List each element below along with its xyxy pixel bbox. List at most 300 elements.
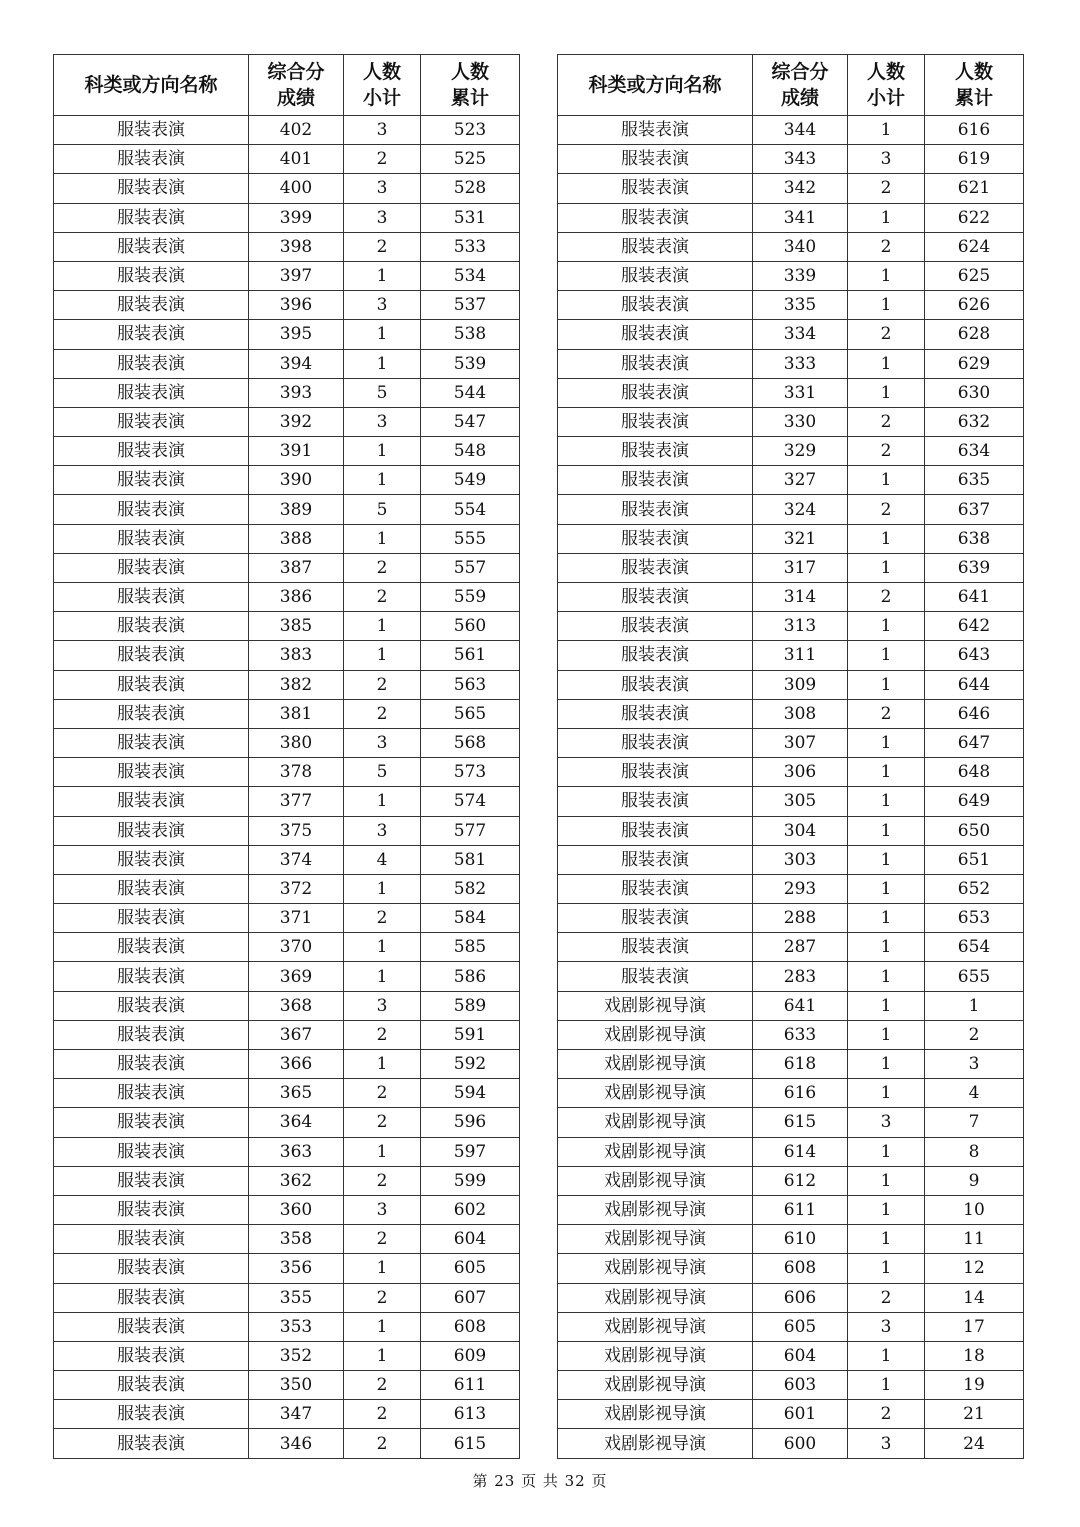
- cell-count: 1: [848, 349, 925, 378]
- cell-score: 344: [753, 116, 848, 145]
- cell-score: 309: [753, 670, 848, 699]
- cell-name: 服装表演: [558, 670, 753, 699]
- cell-cumulative: 584: [421, 904, 520, 933]
- cell-name: 服装表演: [54, 1429, 249, 1458]
- cell-cumulative: 609: [421, 1341, 520, 1370]
- cell-cumulative: 19: [925, 1371, 1024, 1400]
- cell-count: 2: [344, 1020, 421, 1049]
- table-row: [558, 1341, 1024, 1370]
- cell-count: 3: [848, 1429, 925, 1458]
- cell-name: 服装表演: [54, 670, 249, 699]
- cell-cumulative: 602: [421, 1195, 520, 1224]
- table-header-row: [558, 55, 1024, 116]
- table-row: [54, 1400, 520, 1429]
- cell-score: 400: [249, 174, 344, 203]
- table-row: [558, 174, 1024, 203]
- cell-count: 3: [344, 728, 421, 757]
- cell-cumulative: 650: [925, 816, 1024, 845]
- table-row: [558, 904, 1024, 933]
- header-name: 科类或方向名称: [54, 55, 249, 116]
- table-row: [54, 553, 520, 582]
- cell-score: 308: [753, 699, 848, 728]
- cell-count: 4: [344, 845, 421, 874]
- cell-count: 1: [344, 524, 421, 553]
- cell-cumulative: 628: [925, 320, 1024, 349]
- score-table-right: [557, 54, 1024, 1459]
- cell-name: 服装表演: [558, 466, 753, 495]
- table-row: [558, 1371, 1024, 1400]
- cell-cumulative: 531: [421, 203, 520, 232]
- cell-name: 服装表演: [558, 291, 753, 320]
- cell-count: 1: [344, 787, 421, 816]
- cell-score: 388: [249, 524, 344, 553]
- cell-cumulative: 3: [925, 1050, 1024, 1079]
- cell-name: 戏剧影视导演: [558, 1020, 753, 1049]
- cell-cumulative: 7: [925, 1108, 1024, 1137]
- table-row: [54, 874, 520, 903]
- cell-count: 2: [344, 1166, 421, 1195]
- cell-score: 356: [249, 1254, 344, 1283]
- cell-name: 戏剧影视导演: [558, 991, 753, 1020]
- table-row: [558, 1050, 1024, 1079]
- table-row: [558, 116, 1024, 145]
- cell-name: 服装表演: [54, 845, 249, 874]
- cell-count: 1: [344, 1050, 421, 1079]
- cell-score: 340: [753, 232, 848, 261]
- cell-score: 321: [753, 524, 848, 553]
- cell-count: 3: [848, 1312, 925, 1341]
- table-row: [54, 320, 520, 349]
- cell-score: 394: [249, 349, 344, 378]
- cell-name: 服装表演: [54, 962, 249, 991]
- cell-score: 367: [249, 1020, 344, 1049]
- cell-score: 398: [249, 232, 344, 261]
- cell-score: 346: [249, 1429, 344, 1458]
- cell-score: 313: [753, 612, 848, 641]
- cell-cumulative: 547: [421, 407, 520, 436]
- cell-name: 服装表演: [54, 524, 249, 553]
- cell-cumulative: 12: [925, 1254, 1024, 1283]
- table-row: [558, 699, 1024, 728]
- cell-count: 2: [344, 583, 421, 612]
- cell-cumulative: 632: [925, 407, 1024, 436]
- table-row: [558, 349, 1024, 378]
- cell-count: 2: [344, 1225, 421, 1254]
- cell-score: 331: [753, 378, 848, 407]
- cell-count: 1: [848, 758, 925, 787]
- table-row: [558, 1312, 1024, 1341]
- cell-name: 服装表演: [558, 962, 753, 991]
- cell-count: 1: [848, 553, 925, 582]
- table-row: [54, 991, 520, 1020]
- cell-score: 395: [249, 320, 344, 349]
- cell-score: 317: [753, 553, 848, 582]
- cell-name: 服装表演: [54, 378, 249, 407]
- table-row: [558, 670, 1024, 699]
- table-row: [558, 728, 1024, 757]
- table-row: [54, 174, 520, 203]
- cell-count: 1: [344, 261, 421, 290]
- cell-name: 服装表演: [54, 787, 249, 816]
- cell-score: 341: [753, 203, 848, 232]
- cell-name: 服装表演: [54, 437, 249, 466]
- cell-name: 服装表演: [558, 349, 753, 378]
- cell-name: 服装表演: [558, 145, 753, 174]
- table-row: [54, 1283, 520, 1312]
- cell-name: 服装表演: [54, 1020, 249, 1049]
- cell-name: 服装表演: [54, 407, 249, 436]
- table-row: [54, 232, 520, 261]
- cell-score: 374: [249, 845, 344, 874]
- cell-score: 391: [249, 437, 344, 466]
- cell-cumulative: 585: [421, 933, 520, 962]
- cell-name: 戏剧影视导演: [558, 1254, 753, 1283]
- cell-count: 2: [344, 1079, 421, 1108]
- cell-count: 2: [848, 407, 925, 436]
- table-row: [558, 1283, 1024, 1312]
- cell-name: 服装表演: [54, 699, 249, 728]
- cell-score: 390: [249, 466, 344, 495]
- cell-count: 1: [848, 933, 925, 962]
- cell-score: 366: [249, 1050, 344, 1079]
- cell-cumulative: 608: [421, 1312, 520, 1341]
- cell-score: 606: [753, 1283, 848, 1312]
- table-row: [558, 1137, 1024, 1166]
- table-row: [558, 816, 1024, 845]
- cell-count: 3: [344, 816, 421, 845]
- cell-cumulative: 634: [925, 437, 1024, 466]
- cell-name: 服装表演: [54, 583, 249, 612]
- cell-cumulative: 652: [925, 874, 1024, 903]
- cell-count: 1: [848, 904, 925, 933]
- table-row: [54, 466, 520, 495]
- table-row: [54, 407, 520, 436]
- cell-score: 370: [249, 933, 344, 962]
- cell-name: 戏剧影视导演: [558, 1429, 753, 1458]
- table-row: [558, 874, 1024, 903]
- cell-cumulative: 525: [421, 145, 520, 174]
- cell-name: 服装表演: [558, 261, 753, 290]
- cell-name: 服装表演: [558, 699, 753, 728]
- cell-score: 618: [753, 1050, 848, 1079]
- cell-cumulative: 653: [925, 904, 1024, 933]
- cell-cumulative: 622: [925, 203, 1024, 232]
- table-row: [54, 1050, 520, 1079]
- cell-score: 365: [249, 1079, 344, 1108]
- cell-count: 1: [848, 1137, 925, 1166]
- cell-cumulative: 528: [421, 174, 520, 203]
- cell-count: 1: [848, 1079, 925, 1108]
- cell-name: 服装表演: [54, 991, 249, 1020]
- cell-count: 3: [344, 1195, 421, 1224]
- cell-cumulative: 641: [925, 583, 1024, 612]
- cell-cumulative: 586: [421, 962, 520, 991]
- cell-score: 311: [753, 641, 848, 670]
- table-row: [54, 1312, 520, 1341]
- cell-name: 服装表演: [54, 174, 249, 203]
- table-row: [558, 1225, 1024, 1254]
- cell-name: 服装表演: [558, 904, 753, 933]
- cell-name: 服装表演: [54, 874, 249, 903]
- cell-cumulative: 10: [925, 1195, 1024, 1224]
- cell-name: 服装表演: [558, 874, 753, 903]
- cell-score: 303: [753, 845, 848, 874]
- cell-name: 戏剧影视导演: [558, 1195, 753, 1224]
- cell-cumulative: 577: [421, 816, 520, 845]
- cell-count: 5: [344, 378, 421, 407]
- cell-name: 服装表演: [558, 641, 753, 670]
- table-row: [558, 378, 1024, 407]
- cell-count: 1: [344, 1312, 421, 1341]
- cell-cumulative: 644: [925, 670, 1024, 699]
- cell-count: 3: [344, 174, 421, 203]
- cell-cumulative: 592: [421, 1050, 520, 1079]
- cell-cumulative: 594: [421, 1079, 520, 1108]
- header-score: 综合分 成绩: [249, 55, 344, 116]
- cell-cumulative: 591: [421, 1020, 520, 1049]
- cell-name: 服装表演: [558, 378, 753, 407]
- cell-cumulative: 589: [421, 991, 520, 1020]
- cell-score: 327: [753, 466, 848, 495]
- cell-score: 611: [753, 1195, 848, 1224]
- cell-name: 服装表演: [54, 758, 249, 787]
- cell-name: 服装表演: [54, 1341, 249, 1370]
- cell-name: 服装表演: [54, 933, 249, 962]
- cell-cumulative: 619: [925, 145, 1024, 174]
- table-row: [558, 962, 1024, 991]
- table-row: [558, 758, 1024, 787]
- table-row: [54, 1341, 520, 1370]
- cell-score: 335: [753, 291, 848, 320]
- table-header-row: [54, 55, 520, 116]
- table-row: [558, 1254, 1024, 1283]
- cell-name: 服装表演: [54, 1400, 249, 1429]
- table-row: [558, 145, 1024, 174]
- cell-cumulative: 14: [925, 1283, 1024, 1312]
- cell-name: 服装表演: [54, 495, 249, 524]
- table-row: [54, 145, 520, 174]
- cell-cumulative: 573: [421, 758, 520, 787]
- cell-count: 2: [344, 1283, 421, 1312]
- table-row: [54, 1079, 520, 1108]
- cell-score: 381: [249, 699, 344, 728]
- table-row: [558, 1429, 1024, 1458]
- table-row: [54, 641, 520, 670]
- cell-cumulative: 630: [925, 378, 1024, 407]
- cell-count: 2: [344, 904, 421, 933]
- cell-count: 1: [344, 349, 421, 378]
- cell-cumulative: 613: [421, 1400, 520, 1429]
- header-count: 人数 小计: [344, 55, 421, 116]
- cell-count: 2: [344, 670, 421, 699]
- cell-name: 服装表演: [558, 407, 753, 436]
- table-row: [558, 641, 1024, 670]
- cell-score: 601: [753, 1400, 848, 1429]
- cell-count: 1: [848, 466, 925, 495]
- cell-count: 2: [344, 699, 421, 728]
- cell-score: 616: [753, 1079, 848, 1108]
- cell-score: 383: [249, 641, 344, 670]
- cell-name: 服装表演: [54, 203, 249, 232]
- cell-score: 358: [249, 1225, 344, 1254]
- cell-name: 服装表演: [54, 349, 249, 378]
- header-score: 综合分 成绩: [753, 55, 848, 116]
- table-row: [558, 261, 1024, 290]
- cell-cumulative: 18: [925, 1341, 1024, 1370]
- cell-count: 1: [344, 933, 421, 962]
- cell-count: 1: [848, 1195, 925, 1224]
- table-row: [54, 1254, 520, 1283]
- cell-name: 戏剧影视导演: [558, 1341, 753, 1370]
- table-row: [54, 612, 520, 641]
- cell-cumulative: 599: [421, 1166, 520, 1195]
- cell-count: 1: [344, 962, 421, 991]
- cell-cumulative: 626: [925, 291, 1024, 320]
- cell-score: 288: [753, 904, 848, 933]
- cell-count: 2: [848, 320, 925, 349]
- header-cumulative: 人数 累计: [421, 55, 520, 116]
- table-row: [54, 349, 520, 378]
- cell-cumulative: 21: [925, 1400, 1024, 1429]
- cell-count: 1: [848, 1254, 925, 1283]
- table-row: [558, 991, 1024, 1020]
- table-row: [54, 1137, 520, 1166]
- cell-cumulative: 605: [421, 1254, 520, 1283]
- cell-score: 610: [753, 1225, 848, 1254]
- cell-cumulative: 581: [421, 845, 520, 874]
- cell-score: 333: [753, 349, 848, 378]
- table-row: [558, 1166, 1024, 1195]
- table-row: [558, 1195, 1024, 1224]
- header-cumulative: 人数 累计: [925, 55, 1024, 116]
- cell-cumulative: 8: [925, 1137, 1024, 1166]
- cell-name: 服装表演: [558, 787, 753, 816]
- cell-cumulative: 539: [421, 349, 520, 378]
- table-row: [54, 933, 520, 962]
- cell-cumulative: 596: [421, 1108, 520, 1137]
- cell-count: 1: [848, 845, 925, 874]
- cell-cumulative: 651: [925, 845, 1024, 874]
- table-row: [558, 612, 1024, 641]
- cell-count: 2: [344, 1400, 421, 1429]
- cell-score: 605: [753, 1312, 848, 1341]
- cell-score: 612: [753, 1166, 848, 1195]
- cell-cumulative: 554: [421, 495, 520, 524]
- cell-name: 服装表演: [54, 816, 249, 845]
- cell-count: 1: [344, 641, 421, 670]
- cell-count: 2: [848, 495, 925, 524]
- cell-count: 3: [848, 145, 925, 174]
- cell-name: 服装表演: [558, 758, 753, 787]
- table-row: [558, 320, 1024, 349]
- cell-name: 服装表演: [54, 1283, 249, 1312]
- cell-cumulative: 621: [925, 174, 1024, 203]
- cell-cumulative: 555: [421, 524, 520, 553]
- cell-count: 2: [848, 174, 925, 203]
- cell-score: 387: [249, 553, 344, 582]
- cell-cumulative: 559: [421, 583, 520, 612]
- table-row: [558, 1020, 1024, 1049]
- cell-cumulative: 538: [421, 320, 520, 349]
- cell-name: 服装表演: [558, 583, 753, 612]
- table-row: [54, 495, 520, 524]
- table-row: [54, 758, 520, 787]
- cell-name: 服装表演: [558, 320, 753, 349]
- cell-score: 353: [249, 1312, 344, 1341]
- table-row: [54, 1429, 520, 1458]
- cell-count: 2: [848, 699, 925, 728]
- cell-score: 371: [249, 904, 344, 933]
- table-row: [54, 816, 520, 845]
- cell-count: 2: [848, 1283, 925, 1312]
- cell-count: 1: [344, 1341, 421, 1370]
- cell-cumulative: 560: [421, 612, 520, 641]
- cell-cumulative: 548: [421, 437, 520, 466]
- cell-score: 324: [753, 495, 848, 524]
- page-number-footer: 第 23 页 共 32 页: [472, 1472, 608, 1490]
- cell-score: 600: [753, 1429, 848, 1458]
- table-row: [54, 291, 520, 320]
- cell-cumulative: 557: [421, 553, 520, 582]
- cell-name: 服装表演: [54, 145, 249, 174]
- cell-score: 385: [249, 612, 344, 641]
- cell-name: 服装表演: [54, 116, 249, 145]
- table-row: [558, 787, 1024, 816]
- table-row: [558, 1079, 1024, 1108]
- cell-cumulative: 534: [421, 261, 520, 290]
- cell-name: 服装表演: [558, 816, 753, 845]
- cell-name: 服装表演: [558, 174, 753, 203]
- cell-score: 401: [249, 145, 344, 174]
- cell-score: 343: [753, 145, 848, 174]
- cell-count: 1: [848, 378, 925, 407]
- table-row: [558, 933, 1024, 962]
- cell-count: 1: [344, 466, 421, 495]
- table-row: [558, 583, 1024, 612]
- table-row: [54, 787, 520, 816]
- cell-cumulative: 604: [421, 1225, 520, 1254]
- cell-name: 服装表演: [54, 320, 249, 349]
- header-name: 科类或方向名称: [558, 55, 753, 116]
- cell-score: 347: [249, 1400, 344, 1429]
- cell-name: 服装表演: [54, 1108, 249, 1137]
- cell-score: 615: [753, 1108, 848, 1137]
- cell-name: 戏剧影视导演: [558, 1079, 753, 1108]
- table-row: [54, 845, 520, 874]
- table-row: [54, 962, 520, 991]
- cell-cumulative: 568: [421, 728, 520, 757]
- table-row: [558, 1400, 1024, 1429]
- cell-name: 戏剧影视导演: [558, 1225, 753, 1254]
- cell-count: 1: [848, 1341, 925, 1370]
- table-row: [54, 1371, 520, 1400]
- cell-score: 402: [249, 116, 344, 145]
- cell-name: 服装表演: [54, 466, 249, 495]
- cell-count: 3: [344, 291, 421, 320]
- cell-score: 378: [249, 758, 344, 787]
- cell-score: 355: [249, 1283, 344, 1312]
- table-row: [54, 437, 520, 466]
- table-row: [558, 495, 1024, 524]
- cell-count: 2: [344, 1429, 421, 1458]
- cell-count: 1: [848, 291, 925, 320]
- cell-name: 服装表演: [558, 728, 753, 757]
- cell-count: 1: [344, 1137, 421, 1166]
- table-row: [54, 1108, 520, 1137]
- cell-cumulative: 639: [925, 553, 1024, 582]
- cell-count: 3: [344, 407, 421, 436]
- cell-count: 1: [848, 816, 925, 845]
